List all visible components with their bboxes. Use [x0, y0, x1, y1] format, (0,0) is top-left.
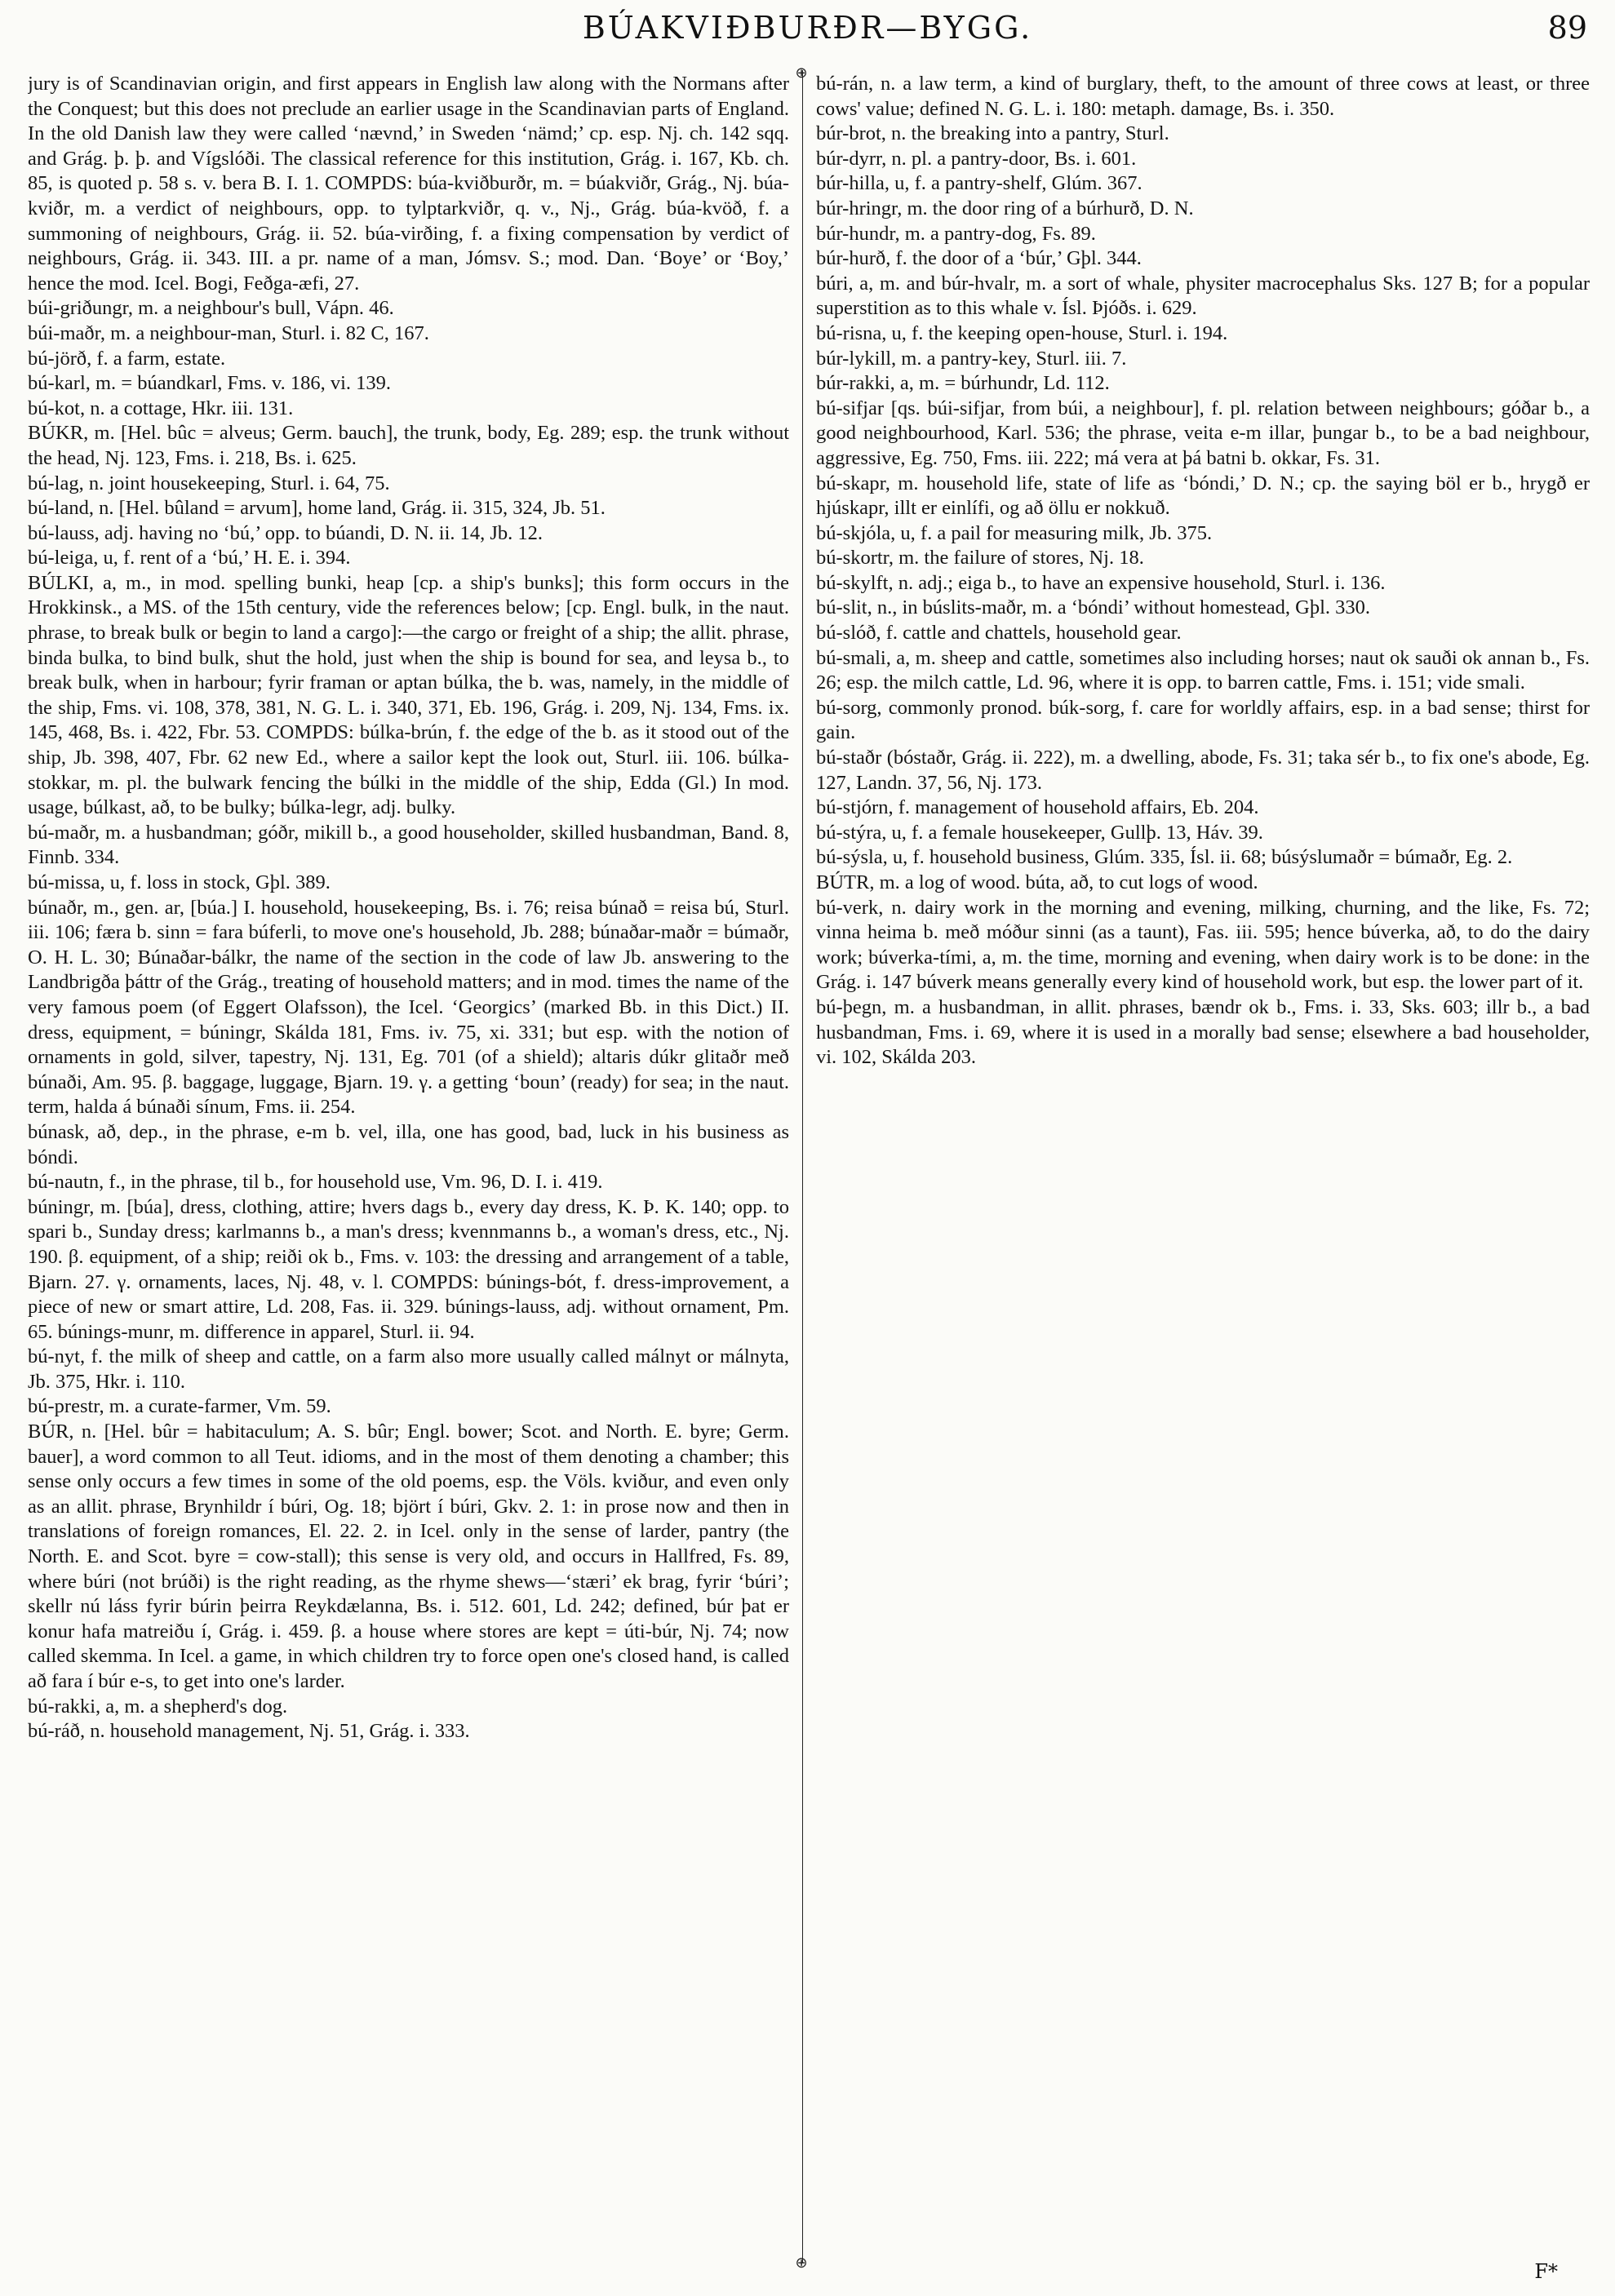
entry: BÚR, n. [Hel. bûr = habitaculum; A. S. bûr; Engl. bower; Scot. and North. E. byre; Germ. bauer], a word common to all Teut. idioms, and in the most of them denoting a chamber; this sense only occurs a few times in some of the old poems, esp. the Völs. kviður, and even only as an allit. phrase, Brynhildr í búri, Og. 18; björt í búri, Gkv. 2. 1: in prose now and then in translations of foreign romances, El. 22. 2. in Icel. only in the sense of larder, pantry (the North. E. and Scot. byre = cow-stall); this sense is very old, and occurs in Hallfred, Fs. 89, where búri (not brúði) is the right reading, as the rhyme shews—‘stæri’ ek brag, fyrir ‘búri’; skellr nú láss fyrir búrin þeirra Reykdælanna, Bs. i. 512. 601, Ld. 242; defined, búr þat er konur hafa matreiðu í, Grág. i. 459. β. a house where stores are kept = úti-búr, Nj. 74; now called skemma. In Icel. a game, in which children try to force open one's closed hand, is called að fara í búr e-s, to get into one's larder.: [28, 1421, 789, 1692]
printer-signature: F*: [1534, 2260, 1558, 2283]
entry: bú-skjóla, u, f. a pail for measuring milk, Jb. 375.: [816, 521, 1213, 544]
entry: bú-nautn, f., in the phrase, til b., for household use, Vm. 96, D. I. i. 419.: [28, 1171, 603, 1194]
entry: búr-rakki, a, m. = búrhundr, Ld. 112.: [816, 372, 1110, 395]
right-column: [816, 72, 1590, 2258]
entry: BÚTR, m. a log of wood. búta, að, to cut logs of wood.: [816, 871, 1258, 893]
entry: bú-leiga, u, f. rent of a ‘bú,’ H. E. i. 394.: [28, 547, 351, 570]
entry: bú-risna, u, f. the keeping open-house, Sturl. i. 194.: [816, 321, 1228, 344]
page-header: [0, 10, 1615, 59]
divider-ornament-bottom: ⊕: [795, 2254, 808, 2272]
entry: búr-lykill, m. a pantry-key, Sturl. iii. 7.: [816, 347, 1127, 370]
entry: bú-lauss, adj. having no ‘bú,’ opp. to búandi, D. N. ii. 14, Jb. 12.: [28, 521, 544, 544]
entry: bú-sýsla, u, f. household business, Glúm. 335, Ísl. ii. 68; búsýslumaðr = búmaðr, Eg. 2.: [816, 846, 1513, 869]
entry: bú-kot, n. a cottage, Hkr. iii. 131.: [28, 397, 294, 419]
entry: búr-hundr, m. a pantry-dog, Fs. 89.: [816, 222, 1096, 245]
running-head: BÚAKVIÐBURÐR—BYGG.: [582, 10, 1033, 46]
entry: búnaðr, m., gen. ar, [búa.] I. household, housekeeping, Bs. i. 76; reisa búnað = reisa bú, Sturl. iii. 106; færa b. sinn = fara búferli, to move one's household, Jb. 288; búnaðar-maðr = búmaðr, O. H. L. 30; Búnaðar-bálkr, the name of the section in the code of law Jb. answering to the Landbrigða þáttr of the Grág., treating of household matters; and in mod. times the name of the very famous poem (of Eggert Olafsson), the Icel. ‘Georgics’ (marked Bb. in this Dict.) II. dress, equipment, = búningr, Skálda 181, Fms. iv. 75, xi. 331; but esp. with the notion of ornaments in gold, silver, tapestry, Nj. 131, Eg. 701 (of a shield); altaris dúkr glitaðr með búnaði, Am. 95. β. baggage, luggage, Bjarn. 19. γ. a getting ‘boun’ (ready) for sea; in the naut. term, halda á búnaði sínum, Fms. ii. 254.: [28, 896, 789, 1119]
entry: bú-rakki, a, m. a shepherd's dog.: [28, 1695, 288, 1718]
divider-ornament-top: ⊕: [795, 64, 808, 82]
entry: bú-nyt, f. the milk of sheep and cattle, on a farm also more usually called málnyt or málnyta, Jb. 375, Hkr. i. 110.: [28, 1345, 789, 1393]
entry: búningr, m. [búa], dress, clothing, attire; hvers dags b., every day dress, K. Þ. K. 140; opp. to spari b., Sunday dress; karlmanns b., a man's dress; kvennmanns b., a woman's dress, etc., Nj. 190. β. equipment, of a ship; reiði ok b., Fms. v. 103: the dressing and arrangement of a table, Bjarn. 27. γ. ornaments, laces, Nj. 48, v. l. COMPDS: búnings-bót, f. dress-improvement, a piece of new or smart attire, Ld. 208, Fas. ii. 329. búnings-lauss, adj. without ornament, Pm. 65. búnings-munr, m. difference in apparel, Sturl. ii. 94.: [28, 1195, 789, 1343]
entry: bú-land, n. [Hel. bûland = arvum], home land, Grág. ii. 315, 324, Jb. 51.: [28, 497, 606, 520]
entry: bú-verk, n. dairy work in the morning and evening, milking, churning, and the like, Fs. 72; vinna heima b. með móður sinni (as a taunt), Fas. iii. 595; hence búverka, að, to do the dairy work; búverka-tími, a, m. the time, morning and evening, when dairy work is to be done: in the Grág. i. 147 búverk means generally every kind of household work, but esp. the lower part of it.: [816, 896, 1590, 994]
entry: bú-jörð, f. a farm, estate.: [28, 347, 226, 370]
entry: bú-prestr, m. a curate-farmer, Vm. 59.: [28, 1395, 331, 1418]
entry: bú-karl, m. = búandkarl, Fms. v. 186, vi. 139.: [28, 372, 392, 395]
entry: BÚLKI, a, m., in mod. spelling bunki, heap [cp. a ship's bunks]; this form occurs in the Hrokkinsk., a MS. of the 15th century, vide the references below; [cp. Engl. bulk, in the naut. phrase, to break bulk or begin to land a cargo]:—the cargo or freight of a ship; the allit. phrase, binda bulka, to bind bulk, shut the hold, just when the ship is bound for sea, and leysa b., to break bulk, when in harbour; fyrir framan or aptan búlka, the b. was, namely, in the middle of the ship, Fms. vi. 108, 378, 381, N. G. L. i. 340, 371, Eb. 196, Grág. i. 209, Nj. 134, Fms. ix. 145, 468, Bs. i. 422, Fbr. 53. COMPDS: búlka-brún, f. the edge of the b. as it stood out of the ship, Jb. 398, 407, Fbr. 62 new Ed., where a sailor kept the look out, Sturl. iii. 106. búlka-stokkar, m. pl. the bulwark fencing the búlki in the middle of the ship, Edda (Gl.) In mod. usage, búlkast, að, to be bulky; búlka-legr, adj. bulky.: [28, 571, 789, 819]
column-divider: [802, 70, 803, 2263]
entry: bú-rán, n. a law term, a kind of burglary, theft, to the amount of three cows at least, or three cows' value; defined N. G. L. i. 180: metaph. damage, Bs. i. 350.: [816, 73, 1590, 120]
entry: bú-ráð, n. household management, Nj. 51, Grág. i. 333.: [28, 1720, 470, 1743]
entry: búi-maðr, m. a neighbour-man, Sturl. i. 82 C, 167.: [28, 321, 429, 344]
entry: jury is of Scandinavian origin, and first appears in English law along with the Normans after the Conquest; but this does not preclude an earlier usage in the Scandinavian parts of England. In the old Danish law they were called ‘nævnd,’ in Sweden ‘nämd;’ cp. esp. Nj. ch. 142 sqq. and Grág. þ. þ. and Vígslóði. The classical reference for this institution, Grág. i. 167, Kb. ch. 85, is quoted p. 58 s. v. bera B. I. 1. COMPDS: búa-kviðburðr, m. = búakviðr, Grág., Nj. búa-kviðr, m. a verdict of neighbours, opp. to tylptarkviðr, q. v., Nj., Grág. búa-kvöð, f. a summoning of neighbours, Grág. ii. 52. búa-virðing, f. a fixing compensation by verdict of neighbours, Grág. ii. 343. III. a pr. name of a man, Jómsv. S.; mod. Dan. ‘Boye’ or ‘Boy,’ hence the mod. Icel. Bogi, Feðga-æfi, 27.: [28, 73, 789, 295]
entry: BÚKR, m. [Hel. bûc = alveus; Germ. bauch], the trunk, body, Eg. 289; esp. the trunk without the head, Nj. 123, Fms. i. 218, Bs. i. 625.: [28, 422, 789, 469]
entry: bú-stjórn, f. management of household affairs, Eb. 204.: [816, 796, 1259, 819]
entry: bú-missa, u, f. loss in stock, Gþl. 389.: [28, 871, 331, 893]
entry: búnask, að, dep., in the phrase, e-m b. vel, illa, one has good, bad, luck in his business as bóndi.: [28, 1120, 789, 1168]
entry: bú-staðr (bóstaðr, Grág. ii. 222), m. a dwelling, abode, Fs. 31; taka sér b., to fix one's abode, Eg. 127, Landn. 37, 56, Nj. 173.: [816, 747, 1590, 794]
entry: bú-sorg, commonly pronod. búk-sorg, f. care for worldly affairs, esp. in a bad sense; thirst for gain.: [816, 696, 1590, 744]
entry: bú-slit, n., in búslits-maðr, m. a ‘bóndi’ without homestead, Gþl. 330.: [816, 596, 1371, 619]
entry: bú-skortr, m. the failure of stores, Nj. 18.: [816, 547, 1144, 570]
entry: búr-brot, n. the breaking into a pantry, Sturl.: [816, 122, 1169, 145]
entry: bú-maðr, m. a husbandman; góðr, mikill b., a good householder, skilled husbandman, Band. 8, Finnb. 334.: [28, 821, 789, 869]
entry: búi-griðungr, m. a neighbour's bull, Vápn. 46.: [28, 297, 394, 320]
entry: búr-hilla, u, f. a pantry-shelf, Glúm. 367.: [816, 172, 1142, 195]
left-column: [28, 72, 789, 2258]
entry: bú-sifjar [qs. búi-sifjar, from búi, a neighbour], f. pl. relation between neighbours; góðar b., a good neighbourhood, Karl. 536; the phrase, veita e-m illar, þungar b., to be a bad neighbour, aggressive, Eg. 750, Fms. iii. 222; má vera at þá batni b. okkar, Fs. 31.: [816, 397, 1590, 469]
page-number: 89: [1547, 10, 1587, 46]
entry: búr-hurð, f. the door of a ‘búr,’ Gþl. 344.: [816, 247, 1142, 270]
entry: bú-smali, a, m. sheep and cattle, sometimes also including horses; naut ok sauði ok annan b., Fs. 26; esp. the milch cattle, Ld. 96, where it is opp. to barren cattle, Fms. i. 151; vide smali.: [816, 646, 1590, 694]
entry: bú-skylft, n. adj.; eiga b., to have an expensive household, Sturl. i. 136.: [816, 571, 1386, 594]
entry: bú-lag, n. joint housekeeping, Sturl. i. 64, 75.: [28, 472, 390, 494]
entry: búri, a, m. and búr-hvalr, m. a sort of whale, physiter macrocephalus Sks. 127 B; for a popular superstition as to this whale v. Ísl. Þjóðs. i. 629.: [816, 272, 1590, 320]
entry: bú-þegn, m. a husbandman, in allit. phrases, bændr ok b., Fms. i. 33, Sks. 603; illr b., a bad husbandman, Fms. i. 69, where it is used in a morally bad sense; elsewhere a bad householder, vi. 102, Skálda 203.: [816, 995, 1590, 1069]
entry: bú-stýra, u, f. a female housekeeper, Gullþ. 13, Háv. 39.: [816, 821, 1263, 844]
entry: bú-skapr, m. household life, state of life as ‘bóndi,’ D. N.; cp. the saying böl er b., hrygð er hjúskapr, illt er einlífi, og að öllu er nokkuð.: [816, 472, 1590, 520]
entry: bú-slóð, f. cattle and chattels, household gear.: [816, 622, 1182, 645]
entry: búr-dyrr, n. pl. a pantry-door, Bs. i. 601.: [816, 147, 1137, 170]
entry: búr-hringr, m. the door ring of a búrhurð, D. N.: [816, 197, 1194, 219]
